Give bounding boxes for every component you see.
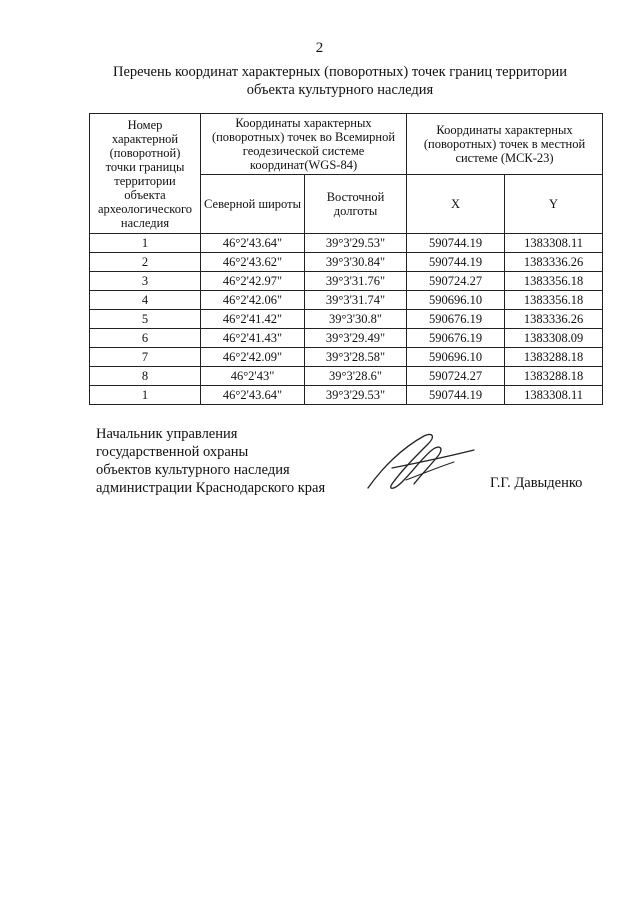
header-point-number: Номер характерной (поворотной) точки границы территории объекта археологического наследия	[90, 114, 201, 234]
cell-y: 1383356.18	[505, 272, 603, 291]
title-line-2: объекта культурного наследия	[246, 82, 434, 98]
cell-latitude: 46°2'43.64"	[201, 386, 305, 405]
table-row	[90, 348, 603, 367]
title-line-1: Перечень координат характерных (поворотных) точек границ территории	[112, 64, 568, 80]
cell-x: 590744.19	[407, 234, 505, 253]
table-row	[90, 291, 603, 310]
cell-x: 590676.19	[407, 310, 505, 329]
cell-latitude: 46°2'42.09"	[201, 348, 305, 367]
header-y: Y	[505, 175, 603, 234]
document-title	[60, 63, 620, 99]
cell-y: 1383336.26	[505, 310, 603, 329]
coordinates-table	[89, 113, 603, 405]
cell-latitude: 46°2'43.64"	[201, 234, 305, 253]
cell-x: 590696.10	[407, 348, 505, 367]
cell-x: 590724.27	[407, 272, 505, 291]
table-row	[90, 386, 603, 405]
cell-longitude: 39°3'29.53"	[305, 386, 407, 405]
signer-line-3: объектов культурного наследия	[96, 462, 290, 478]
cell-x: 590744.19	[407, 253, 505, 272]
cell-point: 1	[90, 386, 201, 405]
cell-latitude: 46°2'43"	[201, 367, 305, 386]
cell-y: 1383356.18	[505, 291, 603, 310]
cell-latitude: 46°2'41.42"	[201, 310, 305, 329]
cell-y: 1383308.09	[505, 329, 603, 348]
cell-x: 590696.10	[407, 291, 505, 310]
header-x: X	[407, 175, 505, 234]
cell-latitude: 46°2'42.97"	[201, 272, 305, 291]
cell-longitude: 39°3'31.76"	[305, 272, 407, 291]
table-row	[90, 272, 603, 291]
cell-y: 1383288.18	[505, 348, 603, 367]
cell-longitude: 39°3'30.84"	[305, 253, 407, 272]
cell-longitude: 39°3'31.74"	[305, 291, 407, 310]
cell-longitude: 39°3'29.49"	[305, 329, 407, 348]
cell-point: 4	[90, 291, 201, 310]
header-msk23: Координаты характерных (поворотных) точек в местной системе (МСК-23)	[407, 114, 603, 175]
table-row	[90, 234, 603, 253]
cell-x: 590744.19	[407, 386, 505, 405]
cell-x: 590676.19	[407, 329, 505, 348]
cell-longitude: 39°3'28.6"	[305, 367, 407, 386]
header-latitude: Северной широты	[201, 175, 305, 234]
cell-y: 1383288.18	[505, 367, 603, 386]
table-row	[90, 310, 603, 329]
handwritten-signature	[362, 428, 482, 498]
cell-y: 1383308.11	[505, 386, 603, 405]
signer-line-2: государственной охраны	[96, 444, 249, 460]
cell-point: 5	[90, 310, 201, 329]
page-number: 2	[315, 40, 324, 56]
cell-y: 1383336.26	[505, 253, 603, 272]
cell-point: 3	[90, 272, 201, 291]
cell-point: 2	[90, 253, 201, 272]
cell-y: 1383308.11	[505, 234, 603, 253]
table-row	[90, 329, 603, 348]
header-wgs84: Координаты характерных (поворотных) точек во Всемирной геодезической системе координат(WGS-84)	[201, 114, 407, 175]
cell-point: 7	[90, 348, 201, 367]
cell-latitude: 46°2'43.62"	[201, 253, 305, 272]
table-row	[90, 253, 603, 272]
cell-latitude: 46°2'41.43"	[201, 329, 305, 348]
signer-line-4: администрации Краснодарского края	[96, 480, 326, 496]
table-row	[90, 367, 603, 386]
cell-longitude: 39°3'29.53"	[305, 234, 407, 253]
signer-name: Г.Г. Давыденко	[490, 475, 583, 491]
cell-latitude: 46°2'42.06"	[201, 291, 305, 310]
cell-point: 6	[90, 329, 201, 348]
cell-longitude: 39°3'28.58"	[305, 348, 407, 367]
signer-position	[96, 425, 325, 497]
cell-point: 8	[90, 367, 201, 386]
cell-point: 1	[90, 234, 201, 253]
signer-line-1: Начальник управления	[96, 426, 238, 442]
cell-x: 590724.27	[407, 367, 505, 386]
cell-longitude: 39°3'30.8"	[305, 310, 407, 329]
header-longitude: Восточной долготы	[305, 175, 407, 234]
